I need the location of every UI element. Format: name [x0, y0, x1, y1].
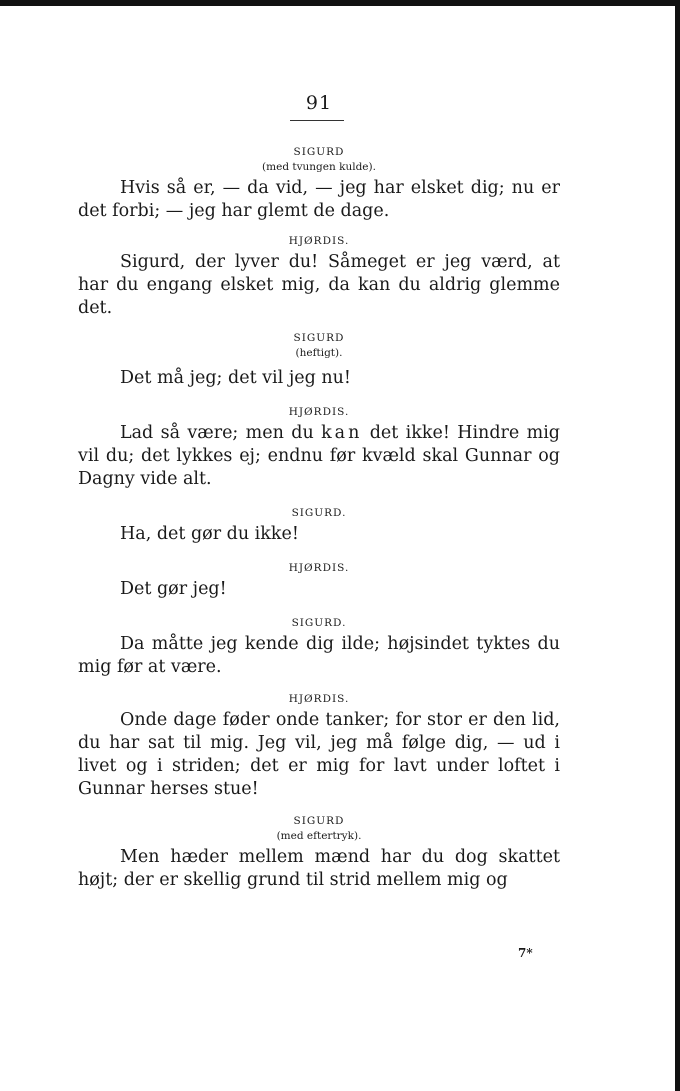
speaker-label: HJØRDIS. [288, 693, 350, 705]
speech-text: Da måtte jeg kende dig ilde; højsindet tyktes du mig før at være. [78, 634, 560, 677]
speech-text [78, 422, 560, 491]
speech-text-part: det ikke! Hindre mig vil du; det lykkes ej; endnu før kvæld skal Gunnar og Dagny vide alt. [78, 423, 560, 489]
stage-direction: (heftigt). [295, 347, 343, 359]
speaker-label: HJØRDIS. [288, 406, 350, 418]
page-number: 91 [305, 92, 333, 114]
speech-text: Ha, det gør du ikke! [120, 524, 299, 544]
speech-text: Hvis så er, — da vid, — jeg har elsket dig; nu er det forbi; — jeg har glemt de dage. [78, 178, 560, 221]
speech-text: Det gør jeg! [120, 579, 227, 599]
emphasized-word: kan [321, 423, 363, 443]
stage-direction: (med tvungen kulde). [262, 161, 376, 173]
speech-text: Det må jeg; det vil jeg nu! [120, 368, 351, 388]
dialogue-content [78, 144, 560, 902]
scan-border-right [675, 0, 680, 1091]
speech-text: Onde dage føder onde tanker; for stor er den lid, du har sat til mig. Jeg vil, jeg må følge dig, — ud i livet og i striden; det er mig for lavt under loftet i Gunnar herses stue! [78, 710, 560, 799]
page-number-rule [290, 120, 344, 121]
speaker-label: HJØRDIS. [288, 562, 350, 574]
speaker-label: SIGURD. [291, 507, 347, 519]
stage-direction: (med eftertryk). [276, 830, 362, 842]
book-page [78, 0, 560, 1091]
speaker-label: SIGURD. [291, 617, 347, 629]
speaker-label: SIGURD [293, 332, 345, 344]
speaker-label: HJØRDIS. [288, 235, 350, 247]
speech-text: Men hæder mellem mænd har du dog skattet højt; der er skellig grund til strid mellem mig og [78, 847, 560, 890]
speech-text-part: Lad så være; men du [120, 423, 322, 443]
speech-text: Sigurd, der lyver du! Såmeget er jeg værd, at har du engang elsket mig, da kan du aldrig glemme det. [78, 252, 560, 318]
speaker-label: SIGURD [293, 146, 345, 158]
printer-signature-mark: 7* [518, 946, 533, 960]
speaker-label: SIGURD [293, 815, 345, 827]
